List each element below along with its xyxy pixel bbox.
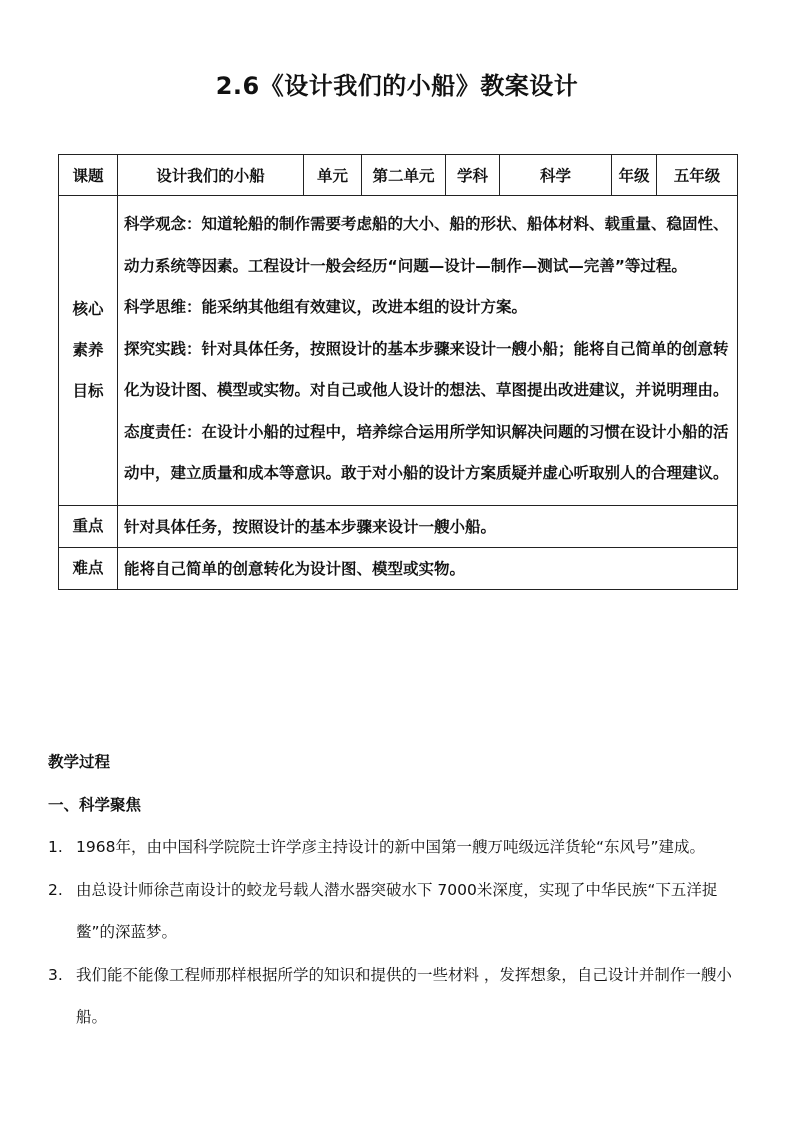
list-item [48, 869, 748, 954]
topic-value: 设计我们的小船 [118, 155, 304, 196]
subject-label: 学科 [446, 155, 500, 196]
section-heading: 一、科学聚焦 [48, 796, 142, 814]
grade-label: 年级 [612, 155, 657, 196]
difficulty-value: 能将自己简单的创意转化为设计图、模型或实物。 [118, 547, 738, 589]
list-item-text: 我们能不能像工程师那样根据所学的知识和提供的一些材料 ，发挥想象，自己设计并制作一艘小船。 [76, 965, 732, 1026]
attitude-responsibility-paragraph: 态度责任：在设计小船的过程中，培养综合运用所学知识解决问题的习惯在设计小船的活动中，建立质量和成本等意识。敢于对小船的设计方案质疑并虚心听取别人的合理建议。 [124, 422, 729, 482]
science-concept-paragraph: 科学观念：知道轮船的制作需要考虑船的大小、船的形状、船体材料、载重量、稳固性、动力系统等因素。工程设计一般会经历“问题—设计—制作—测试—完善”等过程。 [124, 215, 729, 275]
list-item-text: 1968年，由中国科学院院士许学彦主持设计的新中国第一艘万吨级远洋货轮“东风号”建成。 [76, 838, 706, 856]
core-literacy-row [59, 196, 738, 506]
lesson-info-table [58, 154, 738, 590]
topic-label: 课题 [59, 155, 118, 196]
difficulty-label: 难点 [59, 547, 118, 589]
core-label-line: 素养 [72, 340, 104, 359]
difficulty-row [59, 547, 738, 589]
core-literacy-label [59, 196, 118, 506]
list-item [48, 826, 748, 869]
grade-value: 五年级 [657, 155, 738, 196]
key-point-row [59, 505, 738, 547]
unit-value: 第二单元 [362, 155, 446, 196]
list-item-number: 3. [48, 965, 63, 984]
focus-list [48, 826, 748, 1039]
science-thinking-paragraph: 科学思维：能采纳其他组有效建议，改进本组的设计方案。 [124, 298, 528, 316]
core-label-line: 目标 [72, 381, 104, 400]
header-row [59, 155, 738, 196]
core-literacy-content [118, 196, 738, 506]
list-item-text: 由总设计师徐芑南设计的蛟龙号载人潜水器突破水下 7000米深度，实现了中华民族“下五洋捉鳖”的深蓝梦。 [76, 880, 718, 941]
key-point-value: 针对具体任务，按照设计的基本步骤来设计一艘小船。 [118, 505, 738, 547]
subject-value: 科学 [500, 155, 612, 196]
list-item-number: 1. [48, 838, 63, 856]
inquiry-practice-paragraph: 探究实践：针对具体任务，按照设计的基本步骤来设计一艘小船；能将自己简单的创意转化为设计图、模型或实物。对自己或他人设计的想法、草图提出改进建议，并说明理由。 [124, 339, 729, 399]
list-item-number: 2. [48, 880, 63, 899]
unit-label: 单元 [304, 155, 362, 196]
page-title: 2.6《设计我们的小船》教案设计 [215, 72, 579, 100]
core-label-line: 核心 [72, 299, 104, 318]
process-heading: 教学过程 [48, 753, 111, 771]
list-item [48, 954, 748, 1039]
key-point-label: 重点 [59, 505, 118, 547]
